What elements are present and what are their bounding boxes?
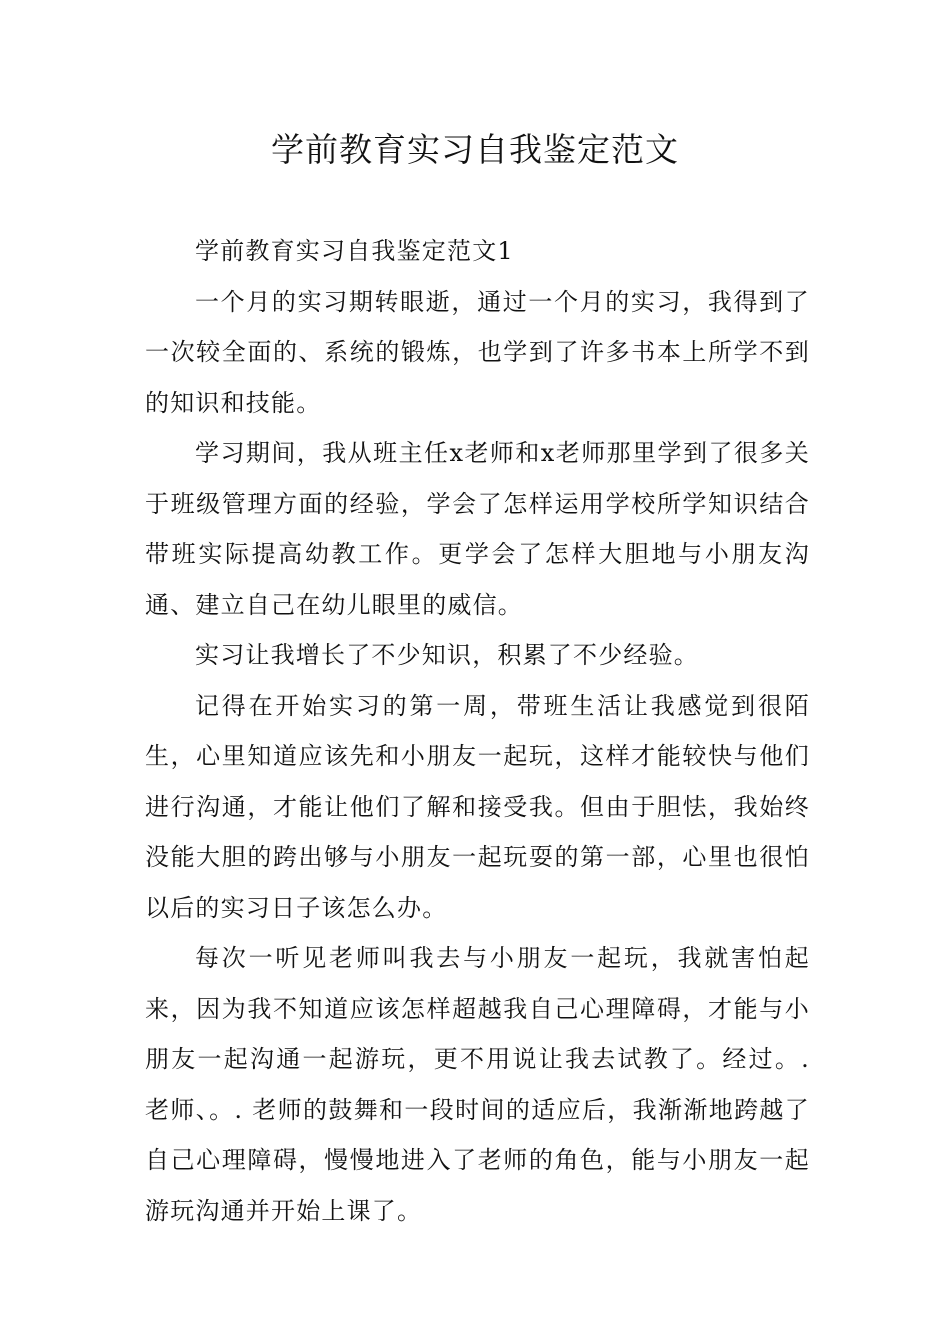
paragraph: 记得在开始实习的第一周，带班生活让我感觉到很陌生，心里知道应该先和小朋友一起玩，这样才能较快与他们进行沟通，才能让他们了解和接受我。但由于胆怯，我始终没能大胆的跨出够与小朋友一起玩耍的第一部，心里也很怕以后的实习日子该怎么办。 [145,691,810,922]
document-title: 学前教育实习自我鉴定范文 [271,130,679,169]
paragraph: 一个月的实习期转眼逝，通过一个月的实习，我得到了一次较全面的、系统的锻炼，也学到了许多书本上所学不到的知识和技能。 [145,287,810,417]
document-body [145,226,810,1236]
paragraph-subtitle: 学前教育实习自我鉴定范文1 [195,237,514,265]
paragraph: 学习期间，我从班主任x老师和x老师那里学到了很多关于班级管理方面的经验，学会了怎样运用学校所学知识结合带班实际提高幼教工作。更学会了怎样大胆地与小朋友沟通、建立自己在幼儿眼里的威信。 [145,439,810,619]
paragraph: 每次一听见老师叫我去与小朋友一起玩，我就害怕起来，因为我不知道应该怎样超越我自己心理障碍，才能与小朋友一起沟通一起游玩，更不用说让我去试教了。经过。. 老师、。. 老师的鼓舞和一段时间的适应后，我渐渐地跨越了自己心理障碍，慢慢地进入了老师的角色，能与小朋友一起游玩沟通并开始上课了。 [145,944,810,1225]
paragraph: 实习让我增长了不少知识，积累了不少经验。 [195,641,699,669]
